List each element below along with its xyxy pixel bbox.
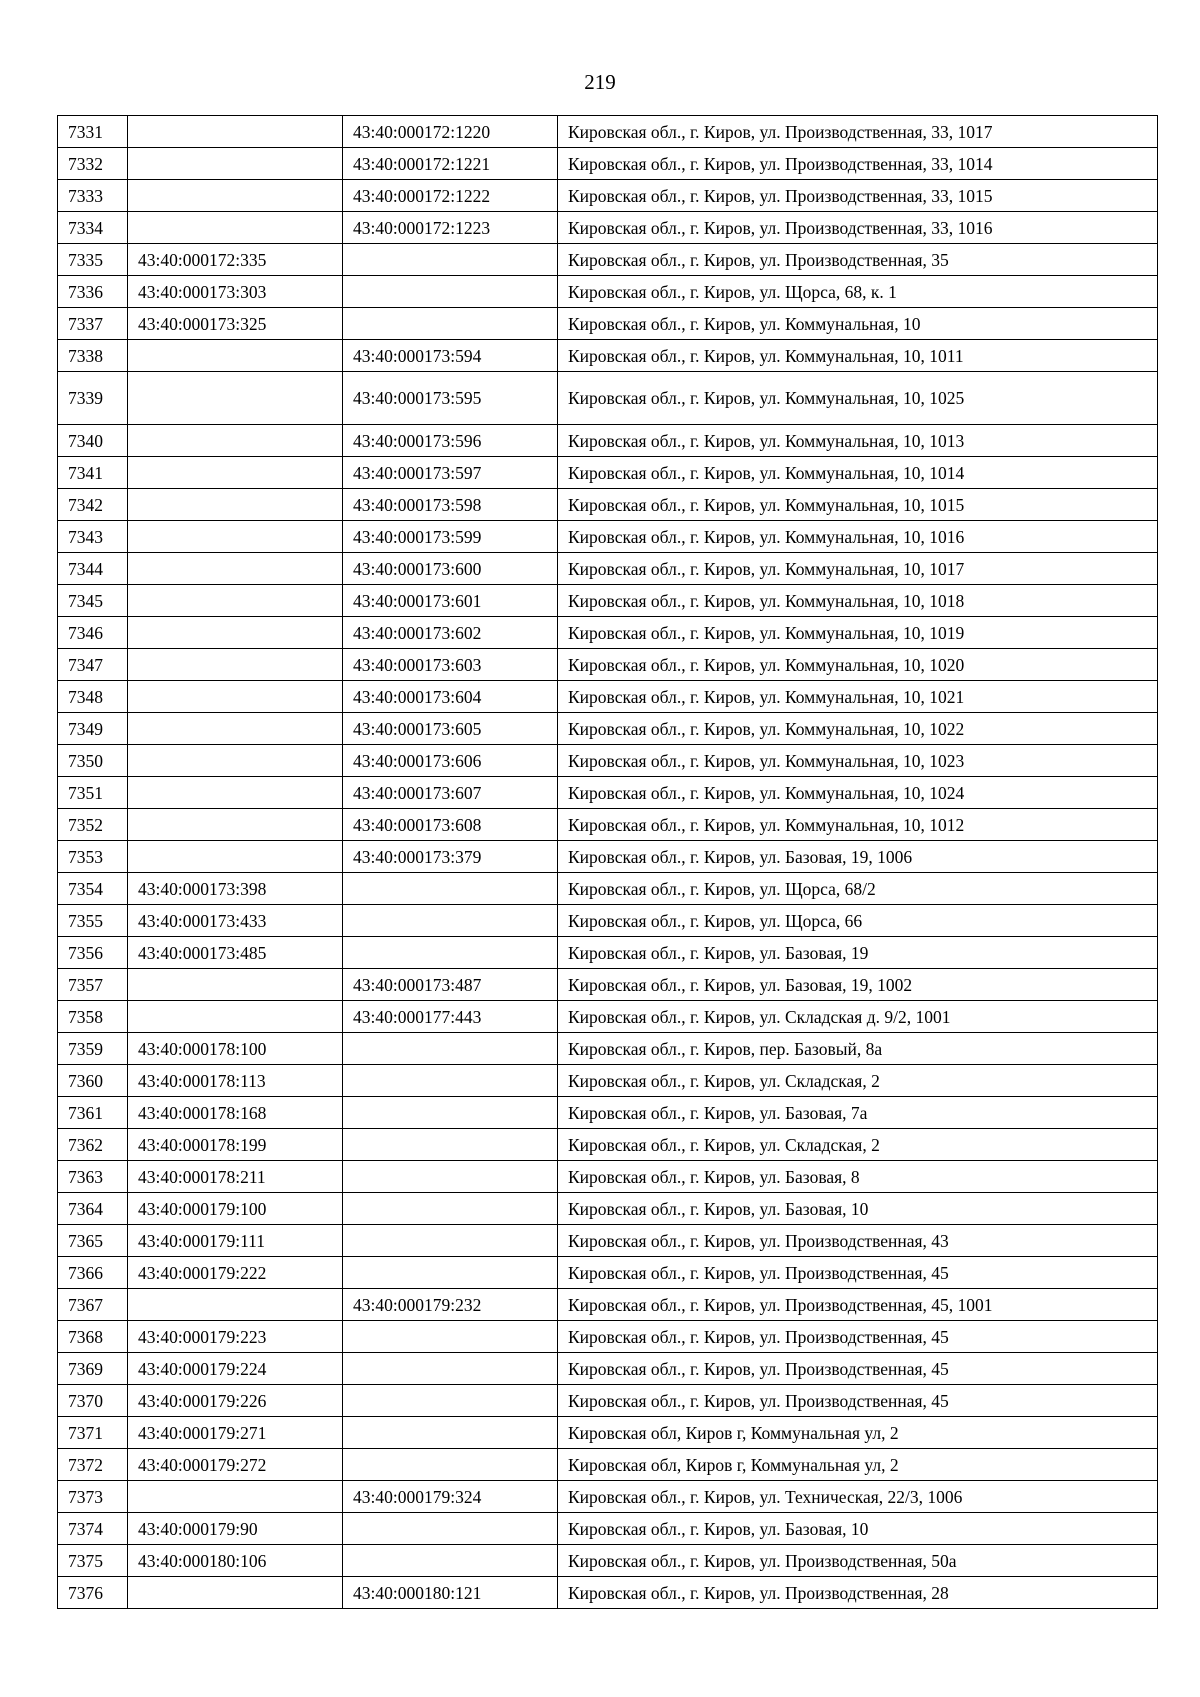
- address-cell: Кировская обл., г. Киров, ул. Производственная, 45: [558, 1321, 1158, 1353]
- address-cell: Кировская обл., г. Киров, ул. Коммунальная, 10, 1020: [558, 649, 1158, 681]
- address-cell: Кировская обл., г. Киров, ул. Производственная, 45: [558, 1385, 1158, 1417]
- table-row: [58, 1481, 1158, 1513]
- table-row: [58, 425, 1158, 457]
- address-cell: Кировская обл., г. Киров, пер. Базовый, 8а: [558, 1033, 1158, 1065]
- table-row: [58, 276, 1158, 308]
- parcel-cadastral-number-cell: 43:40:000179:100: [128, 1193, 343, 1225]
- parcel-cadastral-number-cell: [128, 809, 343, 841]
- row-number-cell: 7334: [58, 212, 128, 244]
- parcel-cadastral-number-cell: [128, 180, 343, 212]
- row-number-cell: 7369: [58, 1353, 128, 1385]
- parcel-cadastral-number-cell: 43:40:000179:272: [128, 1449, 343, 1481]
- table-row: [58, 1449, 1158, 1481]
- address-cell: Кировская обл., г. Киров, ул. Коммунальная, 10: [558, 308, 1158, 340]
- table-row: [58, 1513, 1158, 1545]
- address-cell: Кировская обл., г. Киров, ул. Щорса, 68, к. 1: [558, 276, 1158, 308]
- parcel-cadastral-number-cell: [128, 457, 343, 489]
- parcel-cadastral-number-cell: 43:40:000178:168: [128, 1097, 343, 1129]
- parcel-cadastral-number-cell: 43:40:000179:111: [128, 1225, 343, 1257]
- row-number-cell: 7376: [58, 1577, 128, 1609]
- parcel-cadastral-number-cell: 43:40:000173:485: [128, 937, 343, 969]
- address-cell: Кировская обл., г. Киров, ул. Производственная, 33, 1017: [558, 116, 1158, 148]
- object-cadastral-number-cell: [343, 1129, 558, 1161]
- object-cadastral-number-cell: [343, 1545, 558, 1577]
- row-number-cell: 7335: [58, 244, 128, 276]
- address-cell: Кировская обл., г. Киров, ул. Коммунальная, 10, 1014: [558, 457, 1158, 489]
- row-number-cell: 7345: [58, 585, 128, 617]
- parcel-cadastral-number-cell: 43:40:000173:325: [128, 308, 343, 340]
- table-row: [58, 553, 1158, 585]
- address-cell: Кировская обл., г. Киров, ул. Базовая, 19, 1006: [558, 841, 1158, 873]
- object-cadastral-number-cell: 43:40:000173:606: [343, 745, 558, 777]
- parcel-cadastral-number-cell: [128, 521, 343, 553]
- table-row: [58, 585, 1158, 617]
- object-cadastral-number-cell: [343, 1065, 558, 1097]
- parcel-cadastral-number-cell: 43:40:000179:271: [128, 1417, 343, 1449]
- table-row: [58, 212, 1158, 244]
- address-cell: Кировская обл., г. Киров, ул. Производственная, 33, 1014: [558, 148, 1158, 180]
- row-number-cell: 7341: [58, 457, 128, 489]
- address-cell: Кировская обл., г. Киров, ул. Коммунальная, 10, 1018: [558, 585, 1158, 617]
- parcel-cadastral-number-cell: 43:40:000178:100: [128, 1033, 343, 1065]
- table-row: [58, 1289, 1158, 1321]
- table-row: [58, 1033, 1158, 1065]
- object-cadastral-number-cell: 43:40:000179:324: [343, 1481, 558, 1513]
- object-cadastral-number-cell: 43:40:000173:594: [343, 340, 558, 372]
- parcel-cadastral-number-cell: [128, 745, 343, 777]
- parcel-cadastral-number-cell: [128, 585, 343, 617]
- row-number-cell: 7338: [58, 340, 128, 372]
- object-cadastral-number-cell: 43:40:000172:1220: [343, 116, 558, 148]
- address-cell: Кировская обл., г. Киров, ул. Складская д. 9/2, 1001: [558, 1001, 1158, 1033]
- address-cell: Кировская обл., г. Киров, ул. Производственная, 45: [558, 1353, 1158, 1385]
- object-cadastral-number-cell: [343, 276, 558, 308]
- table-row: [58, 1385, 1158, 1417]
- row-number-cell: 7366: [58, 1257, 128, 1289]
- table-row: [58, 1257, 1158, 1289]
- table-row: [58, 617, 1158, 649]
- object-cadastral-number-cell: 43:40:000173:487: [343, 969, 558, 1001]
- row-number-cell: 7371: [58, 1417, 128, 1449]
- parcel-cadastral-number-cell: [128, 1577, 343, 1609]
- row-number-cell: 7374: [58, 1513, 128, 1545]
- object-cadastral-number-cell: 43:40:000173:600: [343, 553, 558, 585]
- row-number-cell: 7342: [58, 489, 128, 521]
- table-row: [58, 713, 1158, 745]
- row-number-cell: 7351: [58, 777, 128, 809]
- page-number: 219: [584, 70, 616, 94]
- parcel-cadastral-number-cell: [128, 777, 343, 809]
- table-row: [58, 244, 1158, 276]
- parcel-cadastral-number-cell: 43:40:000178:113: [128, 1065, 343, 1097]
- parcel-cadastral-number-cell: [128, 681, 343, 713]
- table-row: [58, 937, 1158, 969]
- row-number-cell: 7347: [58, 649, 128, 681]
- address-cell: Кировская обл., г. Киров, ул. Коммунальная, 10, 1021: [558, 681, 1158, 713]
- object-cadastral-number-cell: 43:40:000173:604: [343, 681, 558, 713]
- table-row: [58, 649, 1158, 681]
- parcel-cadastral-number-cell: [128, 553, 343, 585]
- address-cell: Кировская обл., г. Киров, ул. Коммунальная, 10, 1011: [558, 340, 1158, 372]
- object-cadastral-number-cell: [343, 1257, 558, 1289]
- address-cell: Кировская обл., г. Киров, ул. Коммунальная, 10, 1017: [558, 553, 1158, 585]
- parcel-cadastral-number-cell: [128, 425, 343, 457]
- address-cell: Кировская обл., г. Киров, ул. Базовая, 19: [558, 937, 1158, 969]
- parcel-cadastral-number-cell: [128, 1481, 343, 1513]
- parcel-cadastral-number-cell: 43:40:000173:303: [128, 276, 343, 308]
- table-row: [58, 1321, 1158, 1353]
- parcel-cadastral-number-cell: 43:40:000178:211: [128, 1161, 343, 1193]
- row-number-cell: 7365: [58, 1225, 128, 1257]
- object-cadastral-number-cell: [343, 1321, 558, 1353]
- row-number-cell: 7375: [58, 1545, 128, 1577]
- object-cadastral-number-cell: 43:40:000172:1221: [343, 148, 558, 180]
- row-number-cell: 7349: [58, 713, 128, 745]
- table-row: [58, 873, 1158, 905]
- object-cadastral-number-cell: [343, 244, 558, 276]
- parcel-cadastral-number-cell: 43:40:000172:335: [128, 244, 343, 276]
- parcel-cadastral-number-cell: [128, 969, 343, 1001]
- table-row: [58, 180, 1158, 212]
- row-number-cell: 7360: [58, 1065, 128, 1097]
- row-number-cell: 7332: [58, 148, 128, 180]
- row-number-cell: 7372: [58, 1449, 128, 1481]
- row-number-cell: 7348: [58, 681, 128, 713]
- table-row: [58, 1097, 1158, 1129]
- address-cell: Кировская обл, Киров г, Коммунальная ул, 2: [558, 1449, 1158, 1481]
- parcel-cadastral-number-cell: 43:40:000179:223: [128, 1321, 343, 1353]
- address-cell: Кировская обл., г. Киров, ул. Коммунальная, 10, 1023: [558, 745, 1158, 777]
- row-number-cell: 7355: [58, 905, 128, 937]
- table-row: [58, 1577, 1158, 1609]
- address-cell: Кировская обл., г. Киров, ул. Производственная, 43: [558, 1225, 1158, 1257]
- object-cadastral-number-cell: [343, 1161, 558, 1193]
- table-row: [58, 1353, 1158, 1385]
- object-cadastral-number-cell: 43:40:000173:599: [343, 521, 558, 553]
- object-cadastral-number-cell: 43:40:000173:603: [343, 649, 558, 681]
- table-row: [58, 489, 1158, 521]
- row-number-cell: 7353: [58, 841, 128, 873]
- address-cell: Кировская обл., г. Киров, ул. Базовая, 10: [558, 1513, 1158, 1545]
- object-cadastral-number-cell: 43:40:000179:232: [343, 1289, 558, 1321]
- row-number-cell: 7333: [58, 180, 128, 212]
- address-cell: Кировская обл., г. Киров, ул. Щорса, 66: [558, 905, 1158, 937]
- row-number-cell: 7352: [58, 809, 128, 841]
- table-row: [58, 457, 1158, 489]
- object-cadastral-number-cell: [343, 1033, 558, 1065]
- address-cell: Кировская обл., г. Киров, ул. Базовая, 8: [558, 1161, 1158, 1193]
- address-cell: Кировская обл., г. Киров, ул. Складская, 2: [558, 1065, 1158, 1097]
- address-cell: Кировская обл., г. Киров, ул. Коммунальная, 10, 1022: [558, 713, 1158, 745]
- row-number-cell: 7361: [58, 1097, 128, 1129]
- object-cadastral-number-cell: [343, 1193, 558, 1225]
- object-cadastral-number-cell: [343, 1097, 558, 1129]
- address-cell: Кировская обл., г. Киров, ул. Складская, 2: [558, 1129, 1158, 1161]
- address-cell: Кировская обл., г. Киров, ул. Производственная, 28: [558, 1577, 1158, 1609]
- object-cadastral-number-cell: 43:40:000173:607: [343, 777, 558, 809]
- table-row: [58, 308, 1158, 340]
- address-cell: Кировская обл., г. Киров, ул. Коммунальная, 10, 1013: [558, 425, 1158, 457]
- table-row: [58, 372, 1158, 425]
- row-number-cell: 7336: [58, 276, 128, 308]
- row-number-cell: 7350: [58, 745, 128, 777]
- parcel-cadastral-number-cell: [128, 212, 343, 244]
- object-cadastral-number-cell: [343, 1385, 558, 1417]
- table-row: [58, 521, 1158, 553]
- address-cell: Кировская обл., г. Киров, ул. Производственная, 35: [558, 244, 1158, 276]
- object-cadastral-number-cell: [343, 1353, 558, 1385]
- address-cell: Кировская обл., г. Киров, ул. Производственная, 50а: [558, 1545, 1158, 1577]
- object-cadastral-number-cell: 43:40:000172:1223: [343, 212, 558, 244]
- registry-table-body: [58, 116, 1158, 1609]
- address-cell: Кировская обл., г. Киров, ул. Производственная, 33, 1015: [558, 180, 1158, 212]
- parcel-cadastral-number-cell: 43:40:000179:222: [128, 1257, 343, 1289]
- address-cell: Кировская обл, Киров г, Коммунальная ул, 2: [558, 1417, 1158, 1449]
- row-number-cell: 7337: [58, 308, 128, 340]
- row-number-cell: 7354: [58, 873, 128, 905]
- parcel-cadastral-number-cell: [128, 148, 343, 180]
- parcel-cadastral-number-cell: [128, 1289, 343, 1321]
- object-cadastral-number-cell: 43:40:000177:443: [343, 1001, 558, 1033]
- row-number-cell: 7344: [58, 553, 128, 585]
- table-row: [58, 1161, 1158, 1193]
- row-number-cell: 7343: [58, 521, 128, 553]
- object-cadastral-number-cell: 43:40:000173:596: [343, 425, 558, 457]
- table-row: [58, 1225, 1158, 1257]
- table-row: [58, 116, 1158, 148]
- object-cadastral-number-cell: 43:40:000172:1222: [343, 180, 558, 212]
- row-number-cell: 7331: [58, 116, 128, 148]
- parcel-cadastral-number-cell: [128, 713, 343, 745]
- address-cell: Кировская обл., г. Киров, ул. Производственная, 33, 1016: [558, 212, 1158, 244]
- table-row: [58, 777, 1158, 809]
- table-row: [58, 1417, 1158, 1449]
- parcel-cadastral-number-cell: [128, 649, 343, 681]
- registry-table: [57, 115, 1158, 1609]
- row-number-cell: 7367: [58, 1289, 128, 1321]
- object-cadastral-number-cell: 43:40:000173:601: [343, 585, 558, 617]
- row-number-cell: 7373: [58, 1481, 128, 1513]
- address-cell: Кировская обл., г. Киров, ул. Базовая, 7а: [558, 1097, 1158, 1129]
- table-row: [58, 809, 1158, 841]
- parcel-cadastral-number-cell: [128, 841, 343, 873]
- address-cell: Кировская обл., г. Киров, ул. Коммунальная, 10, 1016: [558, 521, 1158, 553]
- table-row: [58, 340, 1158, 372]
- parcel-cadastral-number-cell: [128, 372, 343, 425]
- address-cell: Кировская обл., г. Киров, ул. Щорса, 68/2: [558, 873, 1158, 905]
- object-cadastral-number-cell: 43:40:000173:608: [343, 809, 558, 841]
- object-cadastral-number-cell: 43:40:000173:379: [343, 841, 558, 873]
- address-cell: Кировская обл., г. Киров, ул. Коммунальная, 10, 1019: [558, 617, 1158, 649]
- parcel-cadastral-number-cell: [128, 116, 343, 148]
- address-cell: Кировская обл., г. Киров, ул. Базовая, 10: [558, 1193, 1158, 1225]
- table-row: [58, 905, 1158, 937]
- table-row: [58, 969, 1158, 1001]
- object-cadastral-number-cell: [343, 905, 558, 937]
- address-cell: Кировская обл., г. Киров, ул. Производственная, 45: [558, 1257, 1158, 1289]
- row-number-cell: 7356: [58, 937, 128, 969]
- object-cadastral-number-cell: 43:40:000173:595: [343, 372, 558, 425]
- object-cadastral-number-cell: [343, 1449, 558, 1481]
- row-number-cell: 7357: [58, 969, 128, 1001]
- address-cell: Кировская обл., г. Киров, ул. Коммунальная, 10, 1025: [558, 372, 1158, 425]
- table-row: [58, 1193, 1158, 1225]
- parcel-cadastral-number-cell: 43:40:000179:90: [128, 1513, 343, 1545]
- row-number-cell: 7359: [58, 1033, 128, 1065]
- row-number-cell: 7339: [58, 372, 128, 425]
- table-row: [58, 745, 1158, 777]
- parcel-cadastral-number-cell: [128, 1001, 343, 1033]
- object-cadastral-number-cell: [343, 1513, 558, 1545]
- address-cell: Кировская обл., г. Киров, ул. Коммунальная, 10, 1012: [558, 809, 1158, 841]
- parcel-cadastral-number-cell: [128, 489, 343, 521]
- row-number-cell: 7346: [58, 617, 128, 649]
- object-cadastral-number-cell: 43:40:000173:605: [343, 713, 558, 745]
- row-number-cell: 7364: [58, 1193, 128, 1225]
- parcel-cadastral-number-cell: 43:40:000173:433: [128, 905, 343, 937]
- table-row: [58, 681, 1158, 713]
- object-cadastral-number-cell: 43:40:000180:121: [343, 1577, 558, 1609]
- table-row: [58, 1001, 1158, 1033]
- row-number-cell: 7370: [58, 1385, 128, 1417]
- table-row: [58, 1129, 1158, 1161]
- address-cell: Кировская обл., г. Киров, ул. Базовая, 19, 1002: [558, 969, 1158, 1001]
- address-cell: Кировская обл., г. Киров, ул. Производственная, 45, 1001: [558, 1289, 1158, 1321]
- object-cadastral-number-cell: 43:40:000173:597: [343, 457, 558, 489]
- object-cadastral-number-cell: 43:40:000173:602: [343, 617, 558, 649]
- object-cadastral-number-cell: [343, 308, 558, 340]
- address-cell: Кировская обл., г. Киров, ул. Техническая, 22/3, 1006: [558, 1481, 1158, 1513]
- object-cadastral-number-cell: 43:40:000173:598: [343, 489, 558, 521]
- parcel-cadastral-number-cell: 43:40:000173:398: [128, 873, 343, 905]
- table-row: [58, 841, 1158, 873]
- parcel-cadastral-number-cell: 43:40:000179:224: [128, 1353, 343, 1385]
- object-cadastral-number-cell: [343, 937, 558, 969]
- object-cadastral-number-cell: [343, 1417, 558, 1449]
- row-number-cell: 7362: [58, 1129, 128, 1161]
- row-number-cell: 7368: [58, 1321, 128, 1353]
- row-number-cell: 7363: [58, 1161, 128, 1193]
- parcel-cadastral-number-cell: 43:40:000179:226: [128, 1385, 343, 1417]
- object-cadastral-number-cell: [343, 1225, 558, 1257]
- address-cell: Кировская обл., г. Киров, ул. Коммунальная, 10, 1015: [558, 489, 1158, 521]
- parcel-cadastral-number-cell: 43:40:000178:199: [128, 1129, 343, 1161]
- row-number-cell: 7340: [58, 425, 128, 457]
- row-number-cell: 7358: [58, 1001, 128, 1033]
- table-row: [58, 1545, 1158, 1577]
- object-cadastral-number-cell: [343, 873, 558, 905]
- parcel-cadastral-number-cell: [128, 340, 343, 372]
- address-cell: Кировская обл., г. Киров, ул. Коммунальная, 10, 1024: [558, 777, 1158, 809]
- table-row: [58, 148, 1158, 180]
- parcel-cadastral-number-cell: 43:40:000180:106: [128, 1545, 343, 1577]
- parcel-cadastral-number-cell: [128, 617, 343, 649]
- table-row: [58, 1065, 1158, 1097]
